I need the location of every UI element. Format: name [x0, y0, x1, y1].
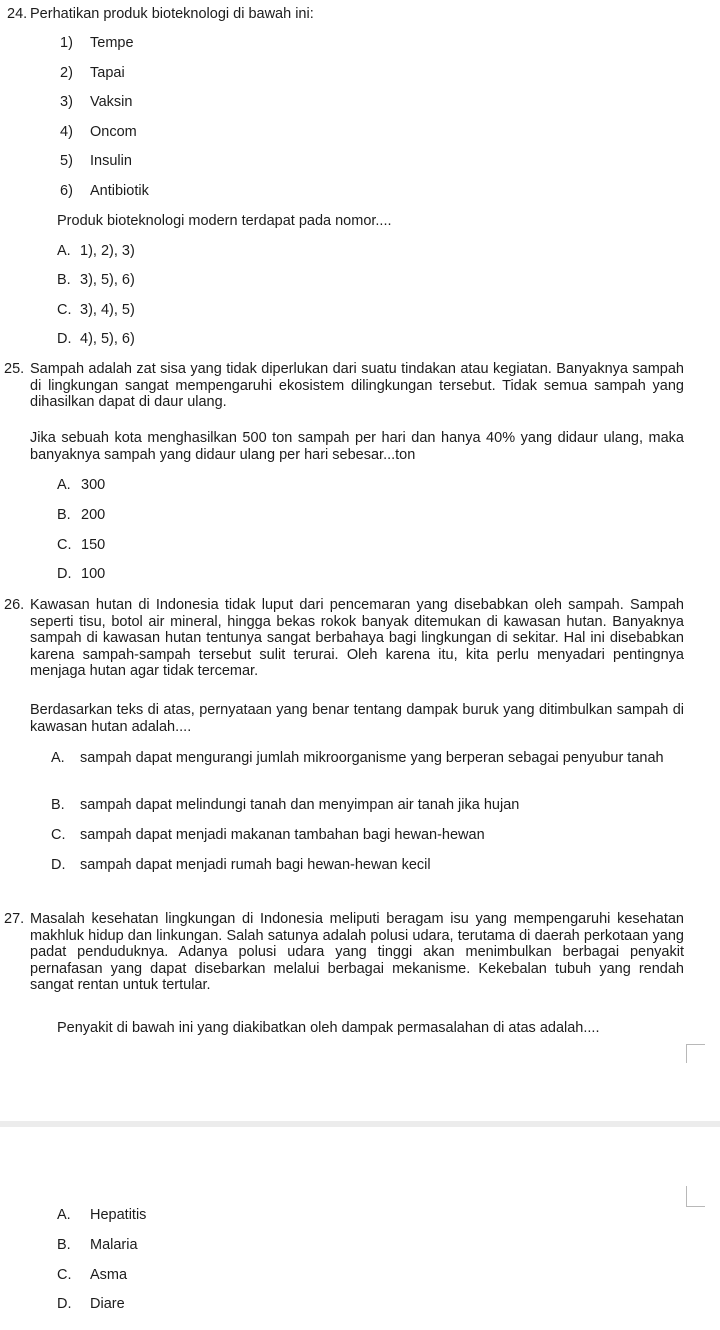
option-text: 200: [81, 507, 106, 523]
option-text: 100: [81, 566, 106, 582]
crop-mark-top: [686, 1044, 705, 1063]
option-text: Hepatitis: [90, 1207, 147, 1223]
item-text: Tapai: [90, 65, 125, 81]
question-prompt: Berdasarkan teks di atas, pernyataan yang benar tentang dampak buruk yang ditimbulkan sampah di kawasan hutan adalah....: [30, 702, 684, 735]
option-label: A.: [57, 243, 71, 259]
option-text: 3), 4), 5): [80, 302, 135, 318]
option-text: 300: [81, 477, 106, 493]
option-label: C.: [57, 302, 72, 318]
item-text: Oncom: [90, 124, 137, 140]
question-prompt: Produk bioteknologi modern terdapat pada nomor....: [57, 213, 392, 229]
option-label: C.: [57, 537, 72, 553]
option-text: sampah dapat menjadi makanan tambahan bagi hewan-hewan: [80, 827, 485, 843]
option-text: 150: [81, 537, 106, 553]
option-label: B.: [57, 272, 71, 288]
option-text: 4), 5), 6): [80, 331, 135, 347]
option-label: D.: [57, 566, 72, 582]
page-divider: [0, 1121, 720, 1127]
item-label: 1): [60, 35, 73, 51]
option-label: C.: [51, 827, 66, 843]
option-text: 3), 5), 6): [80, 272, 135, 288]
option-text: sampah dapat melindungi tanah dan menyimpan air tanah jika hujan: [80, 797, 520, 813]
crop-mark-bottom: [686, 1186, 705, 1207]
option-text: Asma: [90, 1267, 128, 1283]
option-text: Diare: [90, 1296, 125, 1312]
question-prompt: Penyakit di bawah ini yang diakibatkan oleh dampak permasalahan di atas adalah....: [57, 1020, 600, 1036]
option-label: D.: [51, 857, 66, 873]
option-label: B.: [57, 1237, 71, 1253]
question-number: 26.: [4, 597, 25, 613]
question-intro: Perhatikan produk bioteknologi di bawah ini:: [30, 6, 314, 22]
option-label: A.: [51, 750, 65, 766]
option-label: A.: [57, 477, 71, 493]
question-prompt: Jika sebuah kota menghasilkan 500 ton sampah per hari dan hanya 40% yang didaur ulang, maka banyaknya sampah yang didaur ulang per hari sebesar...ton: [30, 430, 684, 463]
option-text: 1), 2), 3): [80, 243, 135, 259]
question-number: 27.: [4, 911, 25, 927]
item-label: 3): [60, 94, 73, 110]
item-label: 5): [60, 153, 73, 169]
option-text: sampah dapat menjadi rumah bagi hewan-hewan kecil: [80, 857, 431, 873]
question-paragraph: Sampah adalah zat sisa yang tidak diperlukan dari suatu tindakan atau kegiatan. Banyaknya sampah di lingkungan sangat mempengaruhi ekosistem dilingkungan tersebut. Tidak semua sampah yang dihasilkan dapat di daur ulang.: [30, 361, 684, 410]
item-text: Tempe: [90, 35, 134, 51]
item-text: Antibiotik: [90, 183, 149, 199]
option-text: Malaria: [90, 1237, 138, 1253]
item-label: 2): [60, 65, 73, 81]
option-label: B.: [57, 507, 71, 523]
option-label: D.: [57, 1296, 72, 1312]
item-label: 4): [60, 124, 73, 140]
option-label: D.: [57, 331, 72, 347]
item-label: 6): [60, 183, 73, 199]
option-label: B.: [51, 797, 65, 813]
question-number: 24.: [7, 6, 28, 22]
question-paragraph: Masalah kesehatan lingkungan di Indonesia meliputi beragam isu yang mempengaruhi kesehatan makhluk hidup dan linkungan. Salah satunya adalah polusi udara, terutama di daerah perkotaan yang padat penduduknya. Adanya polusi udara yang tinggi akan menimbulkan berbagai penyakit pernafasan yang dapat disebarkan melalui berbagai mekanisme. Kekebalan tubuh yang rendah sangat rentan untuk tertular.: [30, 911, 684, 993]
option-label: A.: [57, 1207, 71, 1223]
question-number: 25.: [4, 361, 25, 377]
question-paragraph: Kawasan hutan di Indonesia tidak luput dari pencemaran yang disebabkan oleh sampah. Sampah seperti tisu, botol air mineral, hingga bekas rokok banyak ditemukan di kawasan hutan. Banyaknya sampah di kawasan hutan tentunya sangat berbahaya bagi lingkungan di sekitar. Hal ini disebabkan karena sampah-sampah tersebut sulit terurai. Oleh karena itu, kita perlu menyadari pentingnya menjaga hutan agar tidak tercemar.: [30, 597, 684, 679]
option-label: C.: [57, 1267, 72, 1283]
item-text: Vaksin: [90, 94, 133, 110]
item-text: Insulin: [90, 153, 132, 169]
option-text: sampah dapat mengurangi jumlah mikroorganisme yang berperan sebagai penyubur tanah: [80, 750, 664, 766]
